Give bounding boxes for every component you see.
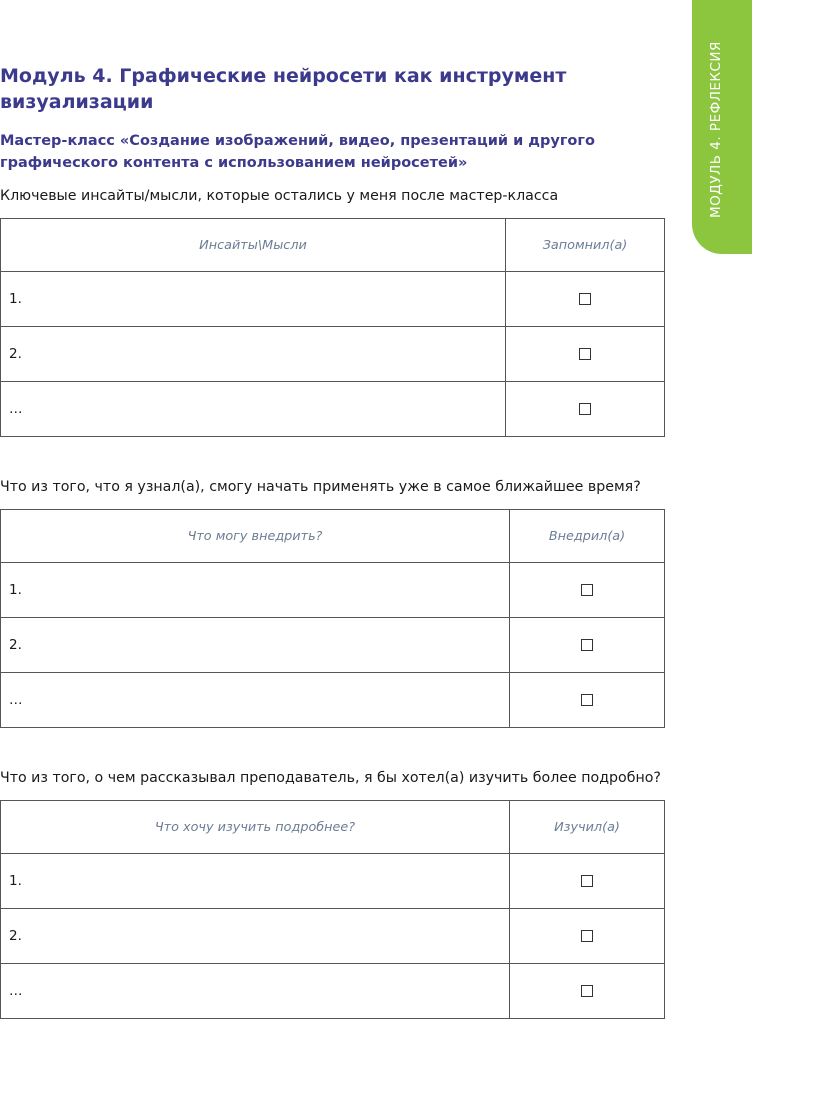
row-number[interactable]: … (1, 673, 510, 728)
table-row (1, 563, 665, 618)
question-study: Что из того, о чем рассказывал преподаватель, я бы хотел(а) изучить более подробно? (0, 770, 661, 786)
page-title: Модуль 4. Графические нейросети как инструмент визуализации (0, 65, 567, 113)
apply-table (0, 509, 665, 728)
checkbox-icon[interactable] (581, 930, 593, 942)
row-number[interactable]: 2. (1, 327, 506, 382)
row-number[interactable]: 1. (1, 563, 510, 618)
checkbox-icon[interactable] (579, 403, 591, 415)
table-row (1, 854, 665, 909)
column-header-implement: Что могу внедрить? (1, 510, 510, 563)
checkbox-icon[interactable] (579, 293, 591, 305)
checkbox-icon[interactable] (581, 875, 593, 887)
checkbox-icon[interactable] (581, 639, 593, 651)
row-number[interactable]: … (1, 964, 510, 1019)
row-number[interactable]: 1. (1, 854, 510, 909)
implemented-checkbox-cell[interactable] (510, 618, 665, 673)
checkbox-icon[interactable] (581, 694, 593, 706)
table-row (1, 909, 665, 964)
insights-table (0, 218, 665, 437)
implemented-checkbox-cell[interactable] (510, 563, 665, 618)
masterclass-subtitle: Мастер-класс «Создание изображений, видео, презентаций и другого графического контента с использованием нейросетей» (0, 133, 595, 171)
checkbox-icon[interactable] (581, 985, 593, 997)
column-header-implemented: Внедрил(а) (510, 510, 665, 563)
table-header-row (1, 510, 665, 563)
row-number[interactable]: 2. (1, 909, 510, 964)
table-row (1, 327, 665, 382)
question-insights: Ключевые инсайты/мысли, которые остались у меня после мастер-класса (0, 188, 559, 204)
implemented-checkbox-cell[interactable] (510, 673, 665, 728)
row-number[interactable]: … (1, 382, 506, 437)
table-row (1, 673, 665, 728)
table-row (1, 964, 665, 1019)
column-header-studied: Изучил(а) (510, 801, 665, 854)
checkbox-icon[interactable] (579, 348, 591, 360)
table-header-row (1, 219, 665, 272)
question-apply: Что из того, что я узнал(а), смогу начать применять уже в самое ближайшее время? (0, 479, 641, 495)
remembered-checkbox-cell[interactable] (506, 327, 665, 382)
table-row (1, 272, 665, 327)
remembered-checkbox-cell[interactable] (506, 382, 665, 437)
column-header-insights: Инсайты\Мысли (1, 219, 506, 272)
table-header-row (1, 801, 665, 854)
row-number[interactable]: 2. (1, 618, 510, 673)
studied-checkbox-cell[interactable] (510, 964, 665, 1019)
column-header-remembered: Запомнил(а) (506, 219, 665, 272)
studied-checkbox-cell[interactable] (510, 854, 665, 909)
row-number[interactable]: 1. (1, 272, 506, 327)
column-header-study: Что хочу изучить подробнее? (1, 801, 510, 854)
remembered-checkbox-cell[interactable] (506, 272, 665, 327)
checkbox-icon[interactable] (581, 584, 593, 596)
studied-checkbox-cell[interactable] (510, 909, 665, 964)
table-row (1, 618, 665, 673)
table-row (1, 382, 665, 437)
study-table (0, 800, 665, 1019)
module-side-tab-label: МОДУЛЬ 4. РЕФЛЕКСИЯ (708, 41, 724, 218)
